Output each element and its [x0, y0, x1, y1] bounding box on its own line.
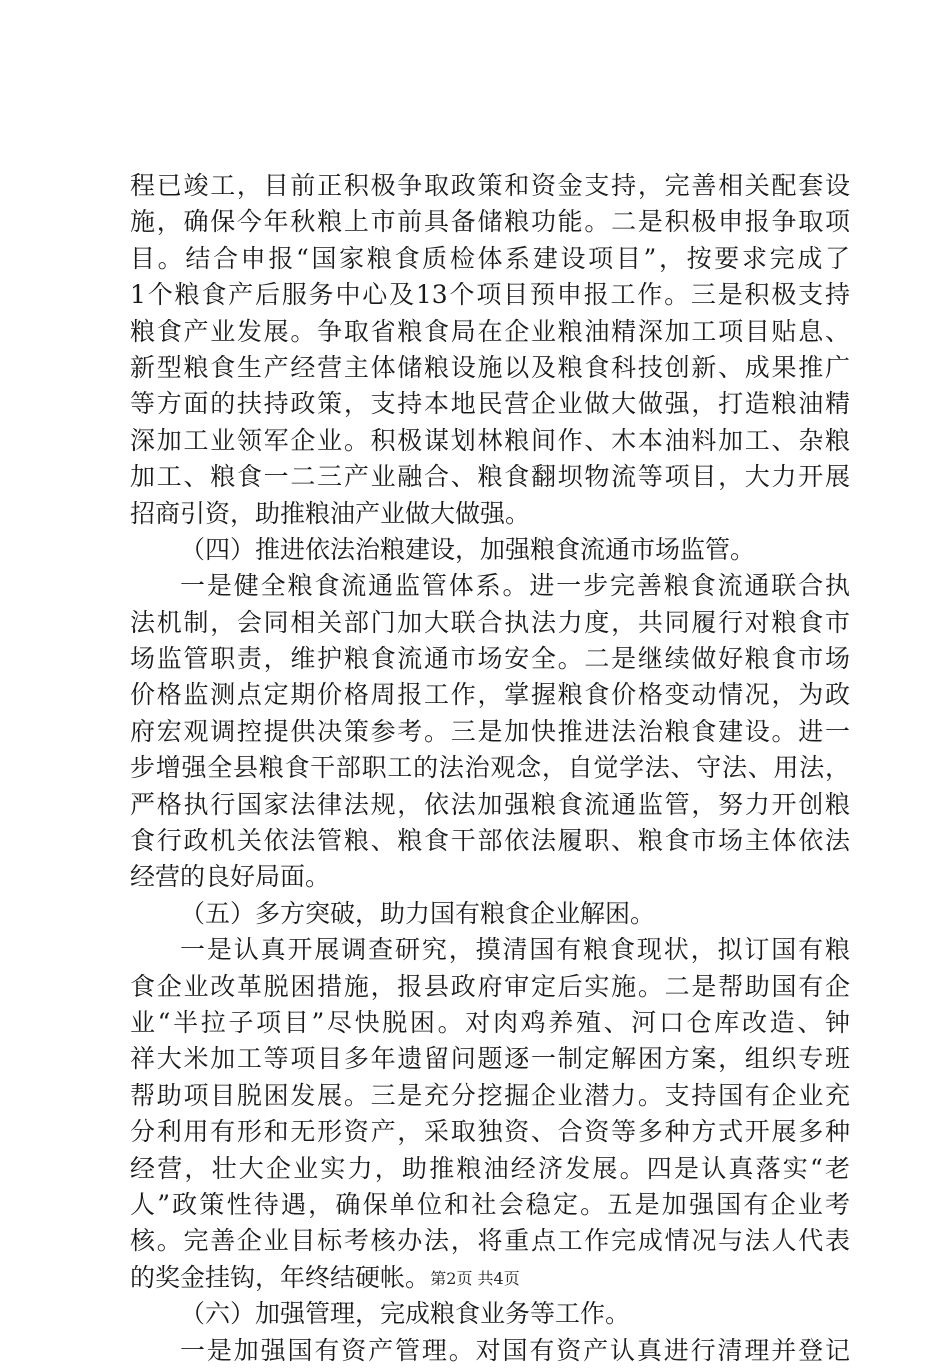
text-line: 场监管职责，维护粮食流通市场安全。二是继续做好粮食市场 — [130, 644, 850, 674]
document-body — [130, 168, 850, 1369]
text-line: 分利用有形和无形资产，采取独资、合资等多种方式开展多种 — [130, 1117, 850, 1147]
text-line: 食企业改革脱困措施，报县政府审定后实施。二是帮助国有企 — [130, 971, 850, 1001]
page-footer: 第2页 共4页 — [430, 1269, 520, 1288]
text-line: 一是健全粮食流通监管体系。进一步完善粮食流通联合执 — [180, 571, 850, 601]
text-line: 一是加强国有资产管理。对国有资产认真进行清理并登记 — [180, 1335, 850, 1365]
text-line: 1个粮食产后服务中心及13个项目预申报工作。三是积极支持 — [130, 280, 850, 310]
text-line: 目。结合申报“国家粮食质检体系建设项目”，按要求完成了 — [130, 243, 850, 273]
section-heading: （六）加强管理，完成粮食业务等工作。 — [180, 1299, 631, 1329]
text-line: 一是认真开展调查研究，摸清国有粮食现状，拟订国有粮 — [180, 935, 850, 965]
section-heading: （五）多方突破，助力国有粮食企业解困。 — [180, 898, 656, 928]
text-line: 程已竣工，目前正积极争取政策和资金支持，完善相关配套设 — [130, 171, 850, 200]
text-line: 新型粮食生产经营主体储粮设施以及粮食科技创新、成果推广 — [130, 352, 850, 382]
text-line: 严格执行国家法律法规，依法加强粮食流通监管，努力开创粮 — [130, 789, 850, 819]
text-line: 价格监测点定期价格周报工作，掌握粮食价格变动情况，为政 — [130, 680, 850, 710]
text-line: 的奖金挂钩，年终结硬帐。 — [130, 1262, 431, 1292]
text-line: 加工、粮食一二三产业融合、粮食翻坝物流等项目，大力开展 — [130, 462, 850, 492]
text-line: 步增强全县粮食干部职工的法治观念，自觉学法、守法、用法， — [130, 753, 850, 783]
text-line: 施，确保今年秋粮上市前具备储粮功能。二是积极申报争取项 — [130, 207, 850, 237]
text-line: 业“半拉子项目”尽快脱困。对肉鸡养殖、河口仓库改造、钟 — [130, 1007, 850, 1037]
text-line: 府宏观调控提供决策参考。三是加快推进法治粮食建设。进一 — [130, 716, 850, 746]
text-line: 深加工业领军企业。积极谋划林粮间作、木本油料加工、杂粮 — [130, 425, 850, 455]
text-line: 经营的良好局面。 — [130, 862, 331, 892]
text-line: 经营，壮大企业实力，助推粮油经济发展。四是认真落实“老 — [130, 1153, 850, 1183]
text-line: 等方面的扶持政策，支持本地民营企业做大做强，打造粮油精 — [130, 389, 850, 419]
text-line: 招商引资，助推粮油产业做大做强。 — [130, 498, 531, 528]
text-line: 食行政机关依法管粮、粮食干部依法履职、粮食市场主体依法 — [130, 826, 850, 856]
text-line: 帮助项目脱困发展。三是充分挖掘企业潜力。支持国有企业充 — [130, 1080, 850, 1110]
text-line: 粮食产业发展。争取省粮食局在企业粮油精深加工项目贴息、 — [130, 316, 850, 346]
text-line: 人”政策性待遇，确保单位和社会稳定。五是加强国有企业考 — [130, 1189, 850, 1219]
section-heading: （四）推进依法治粮建设，加强粮食流通市场监管。 — [180, 534, 756, 564]
text-line: 法机制，会同相关部门加大联合执法力度，共同履行对粮食市 — [130, 607, 850, 637]
text-line: 祥大米加工等项目多年遗留问题逐一制定解困方案，组织专班 — [130, 1044, 850, 1074]
text-line: 核。完善企业目标考核办法，将重点工作完成情况与法人代表 — [130, 1226, 850, 1256]
